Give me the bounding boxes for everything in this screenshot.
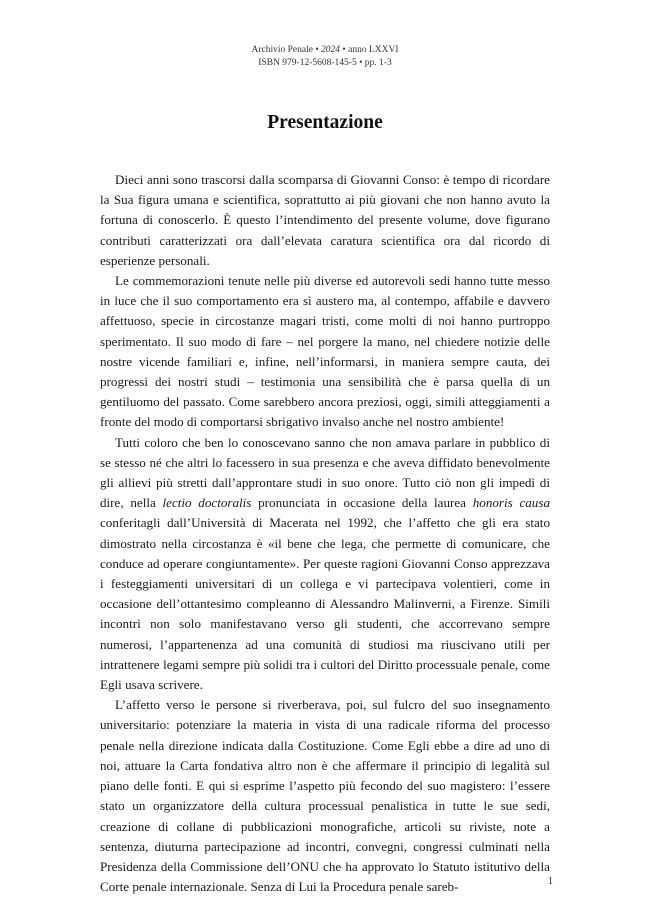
journal-header-line1 (0, 44, 650, 57)
journal-name: Archivio Penale • (251, 45, 322, 55)
journal-year: 2024 (321, 45, 341, 55)
journal-volume: • anno LXXVI (340, 45, 399, 55)
paragraph-1: Dieci anni sono trascorsi dalla scomparsa di Giovanni Conso: è tempo di ricordare la Sua figura umana e scientifica, soprattutto ai più giovani che non hanno avuto la fortuna di conoscerlo. È questo l’intendimento del presente volume, dove figurano contributi caratterizzati ora dall’elevata caratura scientifica ora dal ricordo di esperienze personali. (100, 172, 550, 268)
honoris-causa-italic: honoris causa (472, 495, 550, 511)
body-text (100, 170, 550, 897)
paragraph-3 (100, 433, 550, 696)
paragraph-3-part-c: conferitagli dall’Università di Macerata nel 1992, che l’affetto che gli era stato dimostrato nella circostanza è «il bene che lega, che permette di comunicare, che conduce ad operare congiuntamente». Per queste ragioni Giovanni Conso apprezzava i festeggiamenti universitari di un collega e vi partecipava volentieri, come in occasione dell’ottantesimo compleanno di Alessandro Malinverni, a Firenze. Simili incontri non solo manifestavano verso gli studenti, che accorrevano sempre numerosi, l’appartenenza ad una comunità di studiosi ma riuscivano utili per intrattenere legami sempre più solidi tra i cultori del Diritto processuale penale, come Egli usava scrivere. (100, 515, 550, 693)
paragraph-3-part-b: pronunciata in occasione della laurea (251, 495, 473, 511)
page-title: Presentazione (267, 112, 383, 133)
paragraph-3-part-a: Tutti coloro che ben lo conoscevano sanno che non amava parlare in pubblico di se stesso né che altri lo facessero in sua presenza e che aveva diffidato benevolmente gli allievi più stretti dall’approntare studi in suo onore. Tutto ciò non gli impedì di dire, nella (100, 434, 550, 511)
paragraph-4: L’affetto verso le persone si riverberava, poi, sul fulcro del suo insegnamento universitario: potenziare la materia in vista di una radicale riforma del processo penale nella direzione indicata dalla Costituzione. Come Egli ebbe a dire ad uno di noi, attuare la Carta fondativa altro non è che affermare il principio di legalità sul piano delle fonti. E qui si esprime l’aspetto più fecondo del suo magistero: l’essere stato un organizzatore della cultura processual penalistica in tutte le sue sedi, creazione di collane di pubblicazioni monografiche, articoli su riviste, note a sentenza, diuturna partecipazione ad incontri, convegni, congressi culminati nella Presidenza della Commissione dell’ONU che ha approvato lo Statuto istitutivo della Corte penale internazionale. Senza di Lui la Procedura penale sareb- (100, 697, 550, 895)
journal-header (0, 44, 650, 70)
paragraph-2: Le commemorazioni tenute nelle più diverse ed autorevoli sedi hanno tutte messo in luce che il suo comportamento era sì austero ma, al contempo, affabile e davvero affettuoso, specie in circostanze magari tristi, come molti di noi hanno purtroppo sperimentato. Il suo modo di fare – nel porgere la mano, nel chiedere notizie delle nostre vicende familiari e, infine, nell’informarsi, in maniera sempre cauta, dei progressi dei nostri studi – testimonia una sensibilità che è parsa quella di un gentiluomo del passato. Come sarebbero ancora preziosi, oggi, simili atteggiamenti a fronte del modo di comportarsi sbrigativo invalso anche nel nostro ambiente! (100, 273, 550, 430)
page-number: 1 (548, 876, 553, 887)
lectio-doctoralis-italic: lectio doctoralis (162, 495, 252, 511)
journal-isbn: ISBN 979-12-5608-145-5 • pp. 1-3 (258, 58, 392, 68)
